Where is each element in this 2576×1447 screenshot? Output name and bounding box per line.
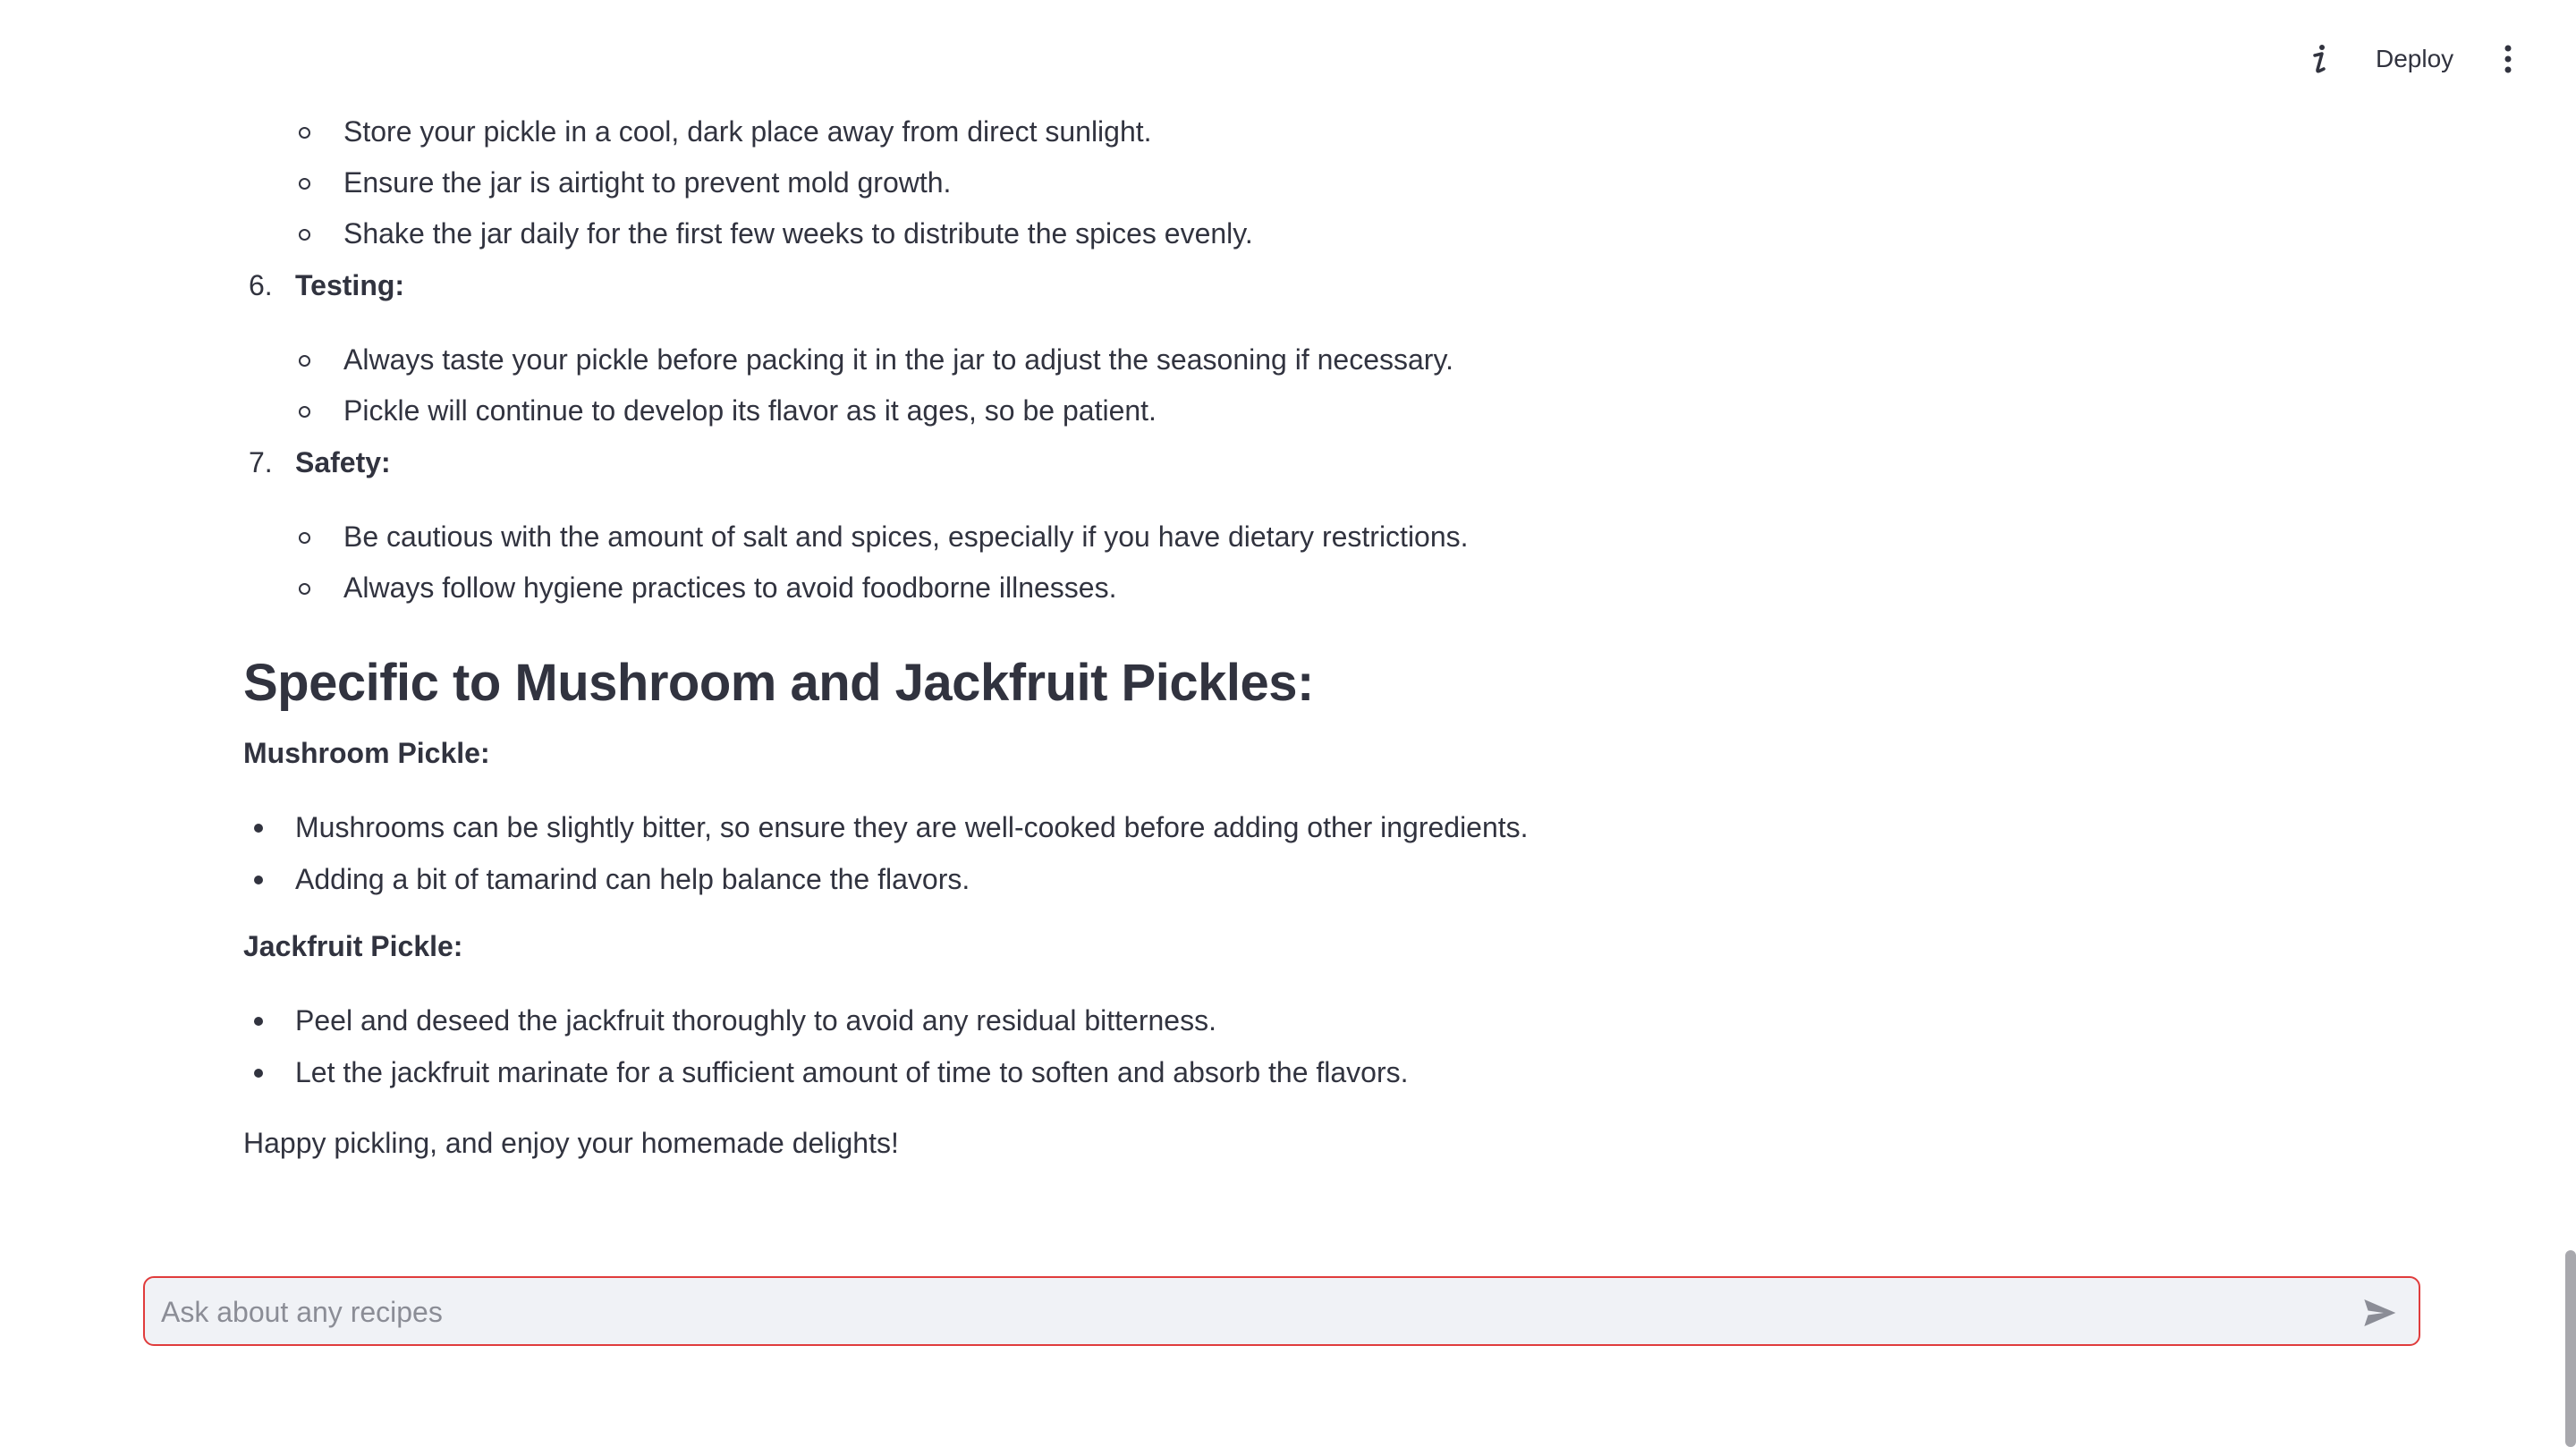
list-item: Pickle will continue to develop its flavor as it ages, so be patient. xyxy=(343,385,2354,436)
list-item: Be cautious with the amount of salt and spices, especially if you have dietary restrictions. xyxy=(343,512,2354,563)
bullet-icon xyxy=(254,1069,263,1078)
item-title: Testing: xyxy=(295,269,405,301)
closing-text: Happy pickling, and enjoy your homemade delights! xyxy=(243,1127,899,1159)
more-vertical-icon[interactable] xyxy=(2488,39,2528,79)
list-item: Adding a bit of tamarind can help balance the flavors. xyxy=(295,853,2354,905)
hollow-bullet-icon xyxy=(299,229,310,241)
numbered-item-testing xyxy=(243,259,2354,311)
send-icon[interactable] xyxy=(2361,1295,2397,1331)
deploy-button[interactable]: Deploy xyxy=(2361,36,2468,82)
item-number: 6. xyxy=(249,269,273,301)
storage-list xyxy=(243,106,2354,259)
hollow-bullet-icon xyxy=(299,355,310,367)
list-item: Store your pickle in a cool, dark place away from direct sunlight. xyxy=(343,106,2354,157)
jackfruit-list xyxy=(243,994,2354,1098)
testing-list xyxy=(243,334,2354,436)
bullet-icon xyxy=(254,824,263,833)
hollow-bullet-icon xyxy=(299,532,310,544)
jackfruit-heading: Jackfruit Pickle: xyxy=(243,930,463,962)
scrollbar-thumb[interactable] xyxy=(2565,1250,2576,1447)
section-heading: Specific to Mushroom and Jackfruit Pickles: xyxy=(243,654,1314,712)
list-item: Always taste your pickle before packing it in the jar to adjust the seasoning if necessary. xyxy=(343,334,2354,385)
mushroom-list xyxy=(243,801,2354,905)
bullet-icon xyxy=(254,876,263,884)
hollow-bullet-icon xyxy=(299,406,310,418)
item-title: Safety: xyxy=(295,446,391,478)
chat-input-container xyxy=(143,1276,2420,1346)
mushroom-heading: Mushroom Pickle: xyxy=(243,737,490,769)
list-item: Peel and deseed the jackfruit thoroughly to avoid any residual bitterness. xyxy=(295,994,2354,1046)
list-item: Ensure the jar is airtight to prevent mold growth. xyxy=(343,157,2354,208)
list-item: Let the jackfruit marinate for a sufficient amount of time to soften and absorb the flavors. xyxy=(295,1046,2354,1098)
safety-list xyxy=(243,512,2354,613)
hollow-bullet-icon xyxy=(299,127,310,139)
numbered-item-safety xyxy=(243,436,2354,488)
bullet-icon xyxy=(254,1017,263,1026)
list-item: Mushrooms can be slightly bitter, so ensure they are well-cooked before adding other ingredients. xyxy=(295,801,2354,853)
hollow-bullet-icon xyxy=(299,178,310,190)
hollow-bullet-icon xyxy=(299,583,310,595)
chat-input[interactable] xyxy=(159,1278,2327,1346)
list-item: Shake the jar daily for the first few weeks to distribute the spices evenly. xyxy=(343,208,2354,259)
list-item: Always follow hygiene practices to avoid foodborne illnesses. xyxy=(343,563,2354,613)
item-number: 7. xyxy=(249,446,273,478)
chat-message-content xyxy=(243,0,2354,1164)
